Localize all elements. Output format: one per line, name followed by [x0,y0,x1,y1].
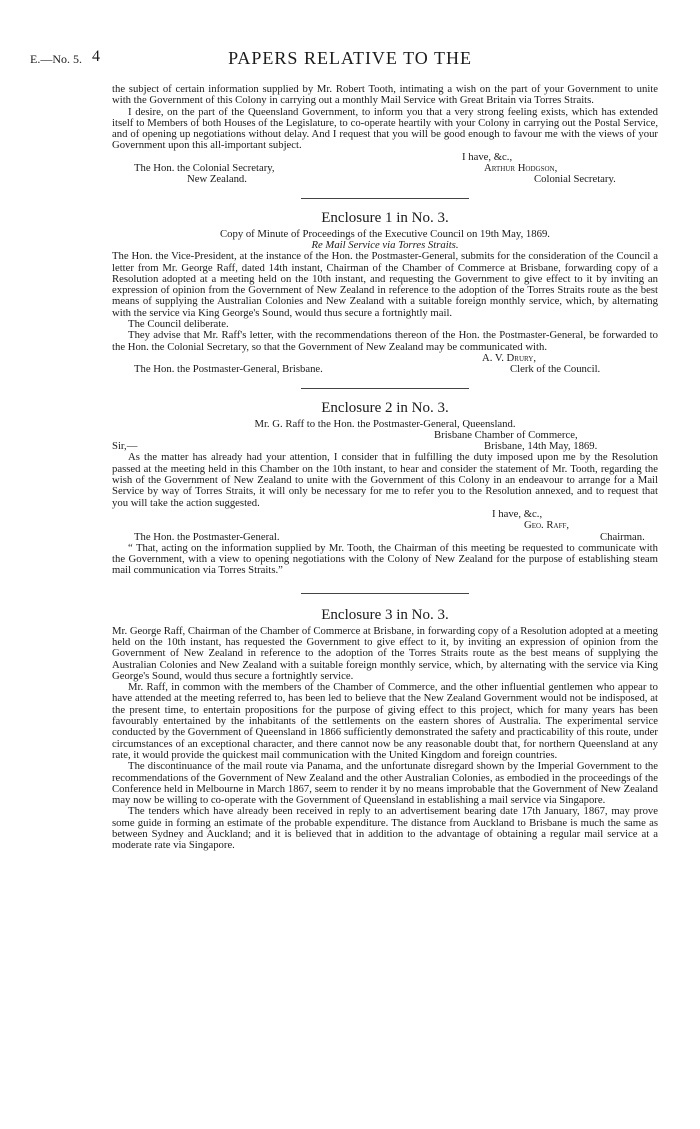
letter-closing: I have, &c., [492,507,543,520]
signer-title: Colonial Secretary. [534,173,616,186]
addressee-location: New Zealand. [187,173,247,186]
signer-title: Clerk of the Council. [510,363,601,376]
memo-paragraph: Mr. George Raff, Chairman of the Chamber of Commerce at Brisbane, in forwarding copy of a Resolution adopted at a meeting held on the 10th instant, has requested the Government to give effect to it, by inviting an expression of opinion from the Government of New Zealand in reference to the adoption of the Torres Straits route as the best means of supplying the Australian Colonies and New Zealand with a suitable foreign monthly service, which, by alternating with the service via King George's Sound, would thus secure a fortnightly service. [112,624,659,682]
document-reference: E.—No. 5. [30,52,82,66]
enclosure-heading: Enclosure 3 in No. 3. [321,606,449,623]
section-divider [301,388,469,389]
memo-paragraph: The tenders which have already been received in reply to an advertisement bearing date 17th January, 1867, may prove some guide in forming an estimate of the probable expenditure. The distance from Auckland to Brisbane is much the same as between Sydney and Auckland; and it is believed that in addition to the advantage of obtaining a regular mail service at a moderate rate via Singapore. [112,805,658,852]
page-header [0,48,700,70]
letter-paragraph: As the matter has already had your attention, I consider that in fulfilling the duty imposed upon me by the Resolution passed at the meeting held in this Chamber on the 10th instant, to hear and consider the statement of Mr. Tooth, regarding the wish of the Government of New Zealand to unite with the Government of this Colony in an endeavour to arrange for a Mail Service by way of Torres Straits, it will only be necessary for me to refer you to the Resolution annexed, and to request that you will take the action suggested. [112,451,658,509]
signer-title: Chairman. [600,530,645,543]
page-number: 4 [92,48,100,65]
minute-paragraph: They advise that Mr. Raff's letter, with the recommendations thereon of the Hon. the Postmaster-General, be forwarded to the Hon. the Colonial Secretary, so that the Government of New Zealand may be communicated with. [112,329,658,353]
sender-address: Brisbane Chamber of Commerce, [434,428,578,441]
letter-closing: I have, &c., [462,150,513,163]
addressee: The Hon. the Postmaster-General. [134,530,280,543]
enclosure-subheading: Copy of Minute of Proceedings of the Executive Council on 19th May, 1869. [220,227,550,240]
signer-name: Arthur Hodgson, [484,162,558,175]
section-divider [301,593,469,594]
enclosure-subheading: Mr. G. Raff to the Hon. the Postmaster-General, Queensland. [254,417,516,430]
signer-name: Geo. Raff, [524,519,570,532]
enclosure-heading: Enclosure 2 in No. 3. [321,399,449,416]
section-divider [301,198,469,199]
page-body [112,84,658,852]
letter-paragraph: the subject of certain information supplied by Mr. Robert Tooth, intimating a wish on the part of your Government to unite with the Government of this Colony in carrying out a monthly Mail Service with Great Britain via Torres Straits. [112,83,658,107]
running-title: PAPERS RELATIVE TO THE [228,48,472,68]
resolution-quote: “ That, acting on the information supplied by Mr. Tooth, the Chairman of this meeting be requested to communicate with the Government, with a view to opening negotiations with the Colony of New Zealand for the purpose of establishing steam mail communication via Torres Straits.” [112,541,658,577]
signer-name: A. V. Drury, [482,351,537,364]
memo-paragraph: Mr. Raff, in common with the members of the Chamber of Commerce, and the other influential gentlemen who appear to have attended at the meeting referred to, has been led to believe that the New Zealand Government would not be indisposed, at the present time, to entertain propositions for the purpose of giving effect to this project, which for many years has been favourably entertained by the inhabitants of the settlements on the eastern shores of Australia. The experimental service conducted by the Government of Queensland in 1866 sufficiently demonstrated the safety and practicability of this route, under circumstances of an exceptional character, and there cannot now be any reasonable doubt that, for northern Queensland at any rate, it would provide the quickest mail communication with the United Kingdom and foreign countries. [112,681,658,761]
enclosure-heading: Enclosure 1 in No. 3. [321,209,449,226]
enclosure-subject: Re Mail Service via Torres Straits. [311,238,459,251]
letter-date: Brisbane, 14th May, 1869. [484,440,598,453]
letter-paragraph: I desire, on the part of the Queensland Government, to inform you that a very strong feeling exists, which has extended itself to Members of both Houses of the Legislature, to co-operate heartily with your Colony in carrying out the Postal Service, and of opening up negotiations without delay. And I request that you will be good enough to favour me with the views of your Government upon this all-important subject. [112,105,658,152]
salutation: Sir,— [112,440,138,453]
addressee: The Hon. the Colonial Secretary, [134,162,275,175]
addressee: The Hon. the Postmaster-General, Brisbane. [134,363,323,376]
minute-paragraph: The Hon. the Vice-President, at the instance of the Hon. the Postmaster-General, submits for the consideration of the Council a letter from Mr. George Raff, dated 14th instant, Chairman of the Chamber of Commerce at Brisbane, forwarding copy of a Resolution adopted at a meeting held on the 10th instant, and requesting the Government to give effect to it by inviting an expression of opinion from the Government of New Zealand in reference to the adoption of the Torres Straits route as the best means of supplying the Australian Colonies and New Zealand with a suitable foreign monthly service, which, by alternating with the service via King George's Sound, would thus secure a fortnightly mail. [112,250,658,319]
minute-paragraph: The Council deliberate. [128,318,229,331]
memo-paragraph: The discontinuance of the mail route via Panama, and the unfortunate disregard shown by the Imperial Government to the recommendations of the Government of New Zealand and the other Australian Colonies, as embodied in the proceedings of the Conference held in Melbourne in March 1867, seem to render it by no means improbable that the Government of New Zealand may now be willing to co-operate with the Government of Queensland in establishing a mail service via Singapore. [112,760,658,807]
